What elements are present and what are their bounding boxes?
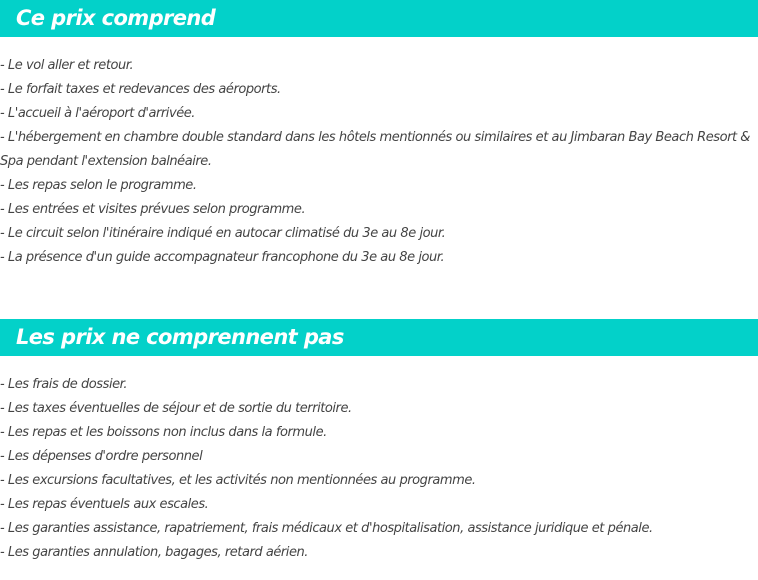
price-excludes-section — [0, 319, 758, 565]
price-excludes-list — [0, 373, 758, 565]
list-item: - L'hébergement en chambre double standard dans les hôtels mentionnés ou similaires et au Jimbaran Bay Beach Resort & Spa pendant l'extension balnéaire. — [0, 130, 750, 169]
list-item: - Les repas éventuels aux escales. — [0, 497, 209, 512]
list-item: - Le forfait taxes et redevances des aéroports. — [0, 82, 281, 97]
list-item: - Les entrées et visites prévues selon programme. — [0, 202, 306, 217]
price-includes-section — [0, 0, 758, 270]
list-item: - Les repas selon le programme. — [0, 178, 197, 193]
list-item: - Les garanties annulation, bagages, retard aérien. — [0, 545, 308, 560]
list-item: - Les repas et les boissons non inclus dans la formule. — [0, 425, 327, 440]
list-item: - Les taxes éventuelles de séjour et de sortie du territoire. — [0, 401, 352, 416]
price-excludes-header — [0, 319, 758, 356]
list-item: - Les excursions facultatives, et les activités non mentionnées au programme. — [0, 473, 476, 488]
list-item: - La présence d'un guide accompagnateur francophone du 3e au 8e jour. — [0, 250, 445, 265]
list-item: - L'accueil à l'aéroport d'arrivée. — [0, 106, 195, 121]
list-item: - Le vol aller et retour. — [0, 58, 134, 73]
price-excludes-title: Les prix ne comprennent pas — [16, 325, 344, 349]
price-includes-title: Ce prix comprend — [16, 6, 216, 30]
price-includes-header — [0, 0, 758, 37]
list-item: - Le circuit selon l'itinéraire indiqué en autocar climatisé du 3e au 8e jour. — [0, 226, 446, 241]
list-item: - Les frais de dossier. — [0, 377, 128, 392]
list-item: - Les dépenses d'ordre personnel — [0, 449, 203, 464]
list-item: - Les garanties assistance, rapatriement, frais médicaux et d'hospitalisation, assistance juridique et pénale. — [0, 521, 653, 536]
price-includes-list — [0, 54, 758, 270]
